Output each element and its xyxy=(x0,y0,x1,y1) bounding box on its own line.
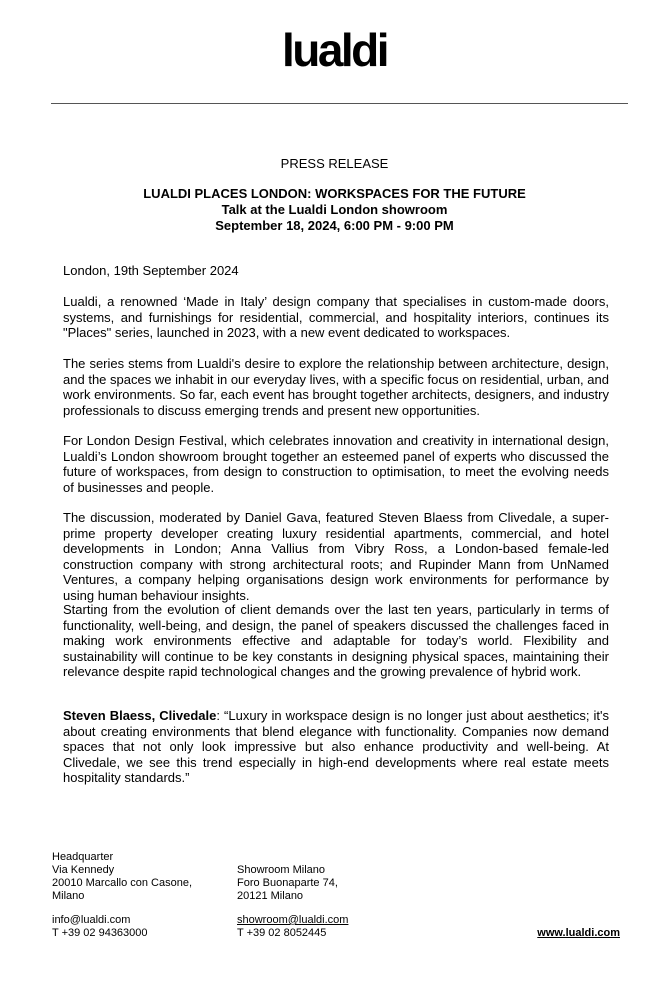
headquarter-label: Headquarter xyxy=(52,851,114,863)
paragraph-text: The series stems from Lualdi's desire to explore the relationship between architecture, design, and the spaces we inhabit in our everyday lives, with a specific focus on residential, urban, and work environments. So far, each event has brought together architects, designers, and industry professionals to discuss emerging trends and present new opportunities. xyxy=(63,356,609,418)
headquarter-phone: T +39 02 94363000 xyxy=(52,927,148,939)
press-release-label: PRESS RELEASE xyxy=(280,156,389,171)
body-paragraph xyxy=(63,510,609,603)
quote-text xyxy=(63,708,609,786)
body-paragraph xyxy=(63,294,609,341)
footer-headquarter-address xyxy=(52,851,192,903)
lualdi-logo: lualdi xyxy=(281,24,388,76)
footer-headquarter-contact xyxy=(52,914,148,940)
headquarter-address-line: Milano xyxy=(52,890,85,902)
release-subtitle: Talk at the Lualdi London showroom xyxy=(221,202,448,217)
paragraph-text: Lualdi, a renowned ‘Made in Italy’ design company that specialises in custom-made doors, systems, and furnishings for residential, commercial, and hospitality interiors, continues its "Places" series, launched in 2023, with a new event dedicated to workspaces. xyxy=(63,294,609,340)
paragraph-text: Starting from the evolution of client demands over the last ten years, particularly in terms of functionality, well-being, and design, the panel of speakers discussed the challenges faced in making work environments effective and adaptable for today’s world. Flexibility and sustainability will continue to be key constants in designing physical spaces, maintaining their relevance despite rapid technological changes and the growing prevalence of hybrid work. xyxy=(63,602,609,679)
footer-showroom-contact xyxy=(237,914,348,940)
headquarter-email[interactable]: info@lualdi.com xyxy=(52,914,131,926)
website-link[interactable]: www.lualdi.com xyxy=(537,927,620,939)
release-title-block xyxy=(0,186,669,234)
body-paragraph xyxy=(63,356,609,418)
showroom-address-line: Foro Buonaparte 74, xyxy=(237,877,338,889)
showroom-phone: T +39 02 8052445 xyxy=(237,927,327,939)
dateline: London, 19th September 2024 xyxy=(63,263,239,278)
footer-showroom-address xyxy=(237,864,338,903)
showroom-address-line: 20121 Milano xyxy=(237,890,304,902)
paragraph-text: For London Design Festival, which celebrates innovation and creativity in international design, Lualdi’s London showroom brought together an esteemed panel of experts who discussed the future of workspaces, from design to construction to optimisation, to meet the evolving needs of businesses and people. xyxy=(63,433,609,495)
quote-paragraph xyxy=(63,708,609,786)
headquarter-address-line: Via Kennedy xyxy=(52,864,115,876)
release-title: LUALDI PLACES LONDON: WORKSPACES FOR THE FUTURE xyxy=(143,186,526,201)
body-paragraph xyxy=(63,602,609,680)
showroom-email-link[interactable]: showroom@lualdi.com xyxy=(237,914,349,926)
paragraph-text: The discussion, moderated by Daniel Gava, featured Steven Blaess from Clivedale, a super-prime property developer creating luxury residential apartments, commercial, and hotel developments in London; Anna Vallius from Vibry Ross, a London-based female-led construction company with strong architectural roots; and Rupinder Mann from UnNamed Ventures, a company helping organisations design work environments for performance by using human behaviour insights. xyxy=(63,510,609,603)
showroom-label: Showroom Milano xyxy=(237,864,326,876)
quote-speaker: Steven Blaess, Clivedale xyxy=(63,708,217,723)
release-event-date: September 18, 2024, 6:00 PM - 9:00 PM xyxy=(215,218,454,233)
headquarter-address-line: 20010 Marcallo con Casone, xyxy=(52,877,193,889)
quote-body: : “Luxury in workspace design is no longer just about aesthetics; it's about creating environments that blend elegance with functionality. Companies now demand spaces that not only look impressive but also enhance productivity and well-being. At Clivedale, we see this trend especially in high-end developments where real estate meets hospitality standards.” xyxy=(63,708,609,785)
header-divider xyxy=(51,103,628,104)
body-paragraph xyxy=(63,433,609,495)
